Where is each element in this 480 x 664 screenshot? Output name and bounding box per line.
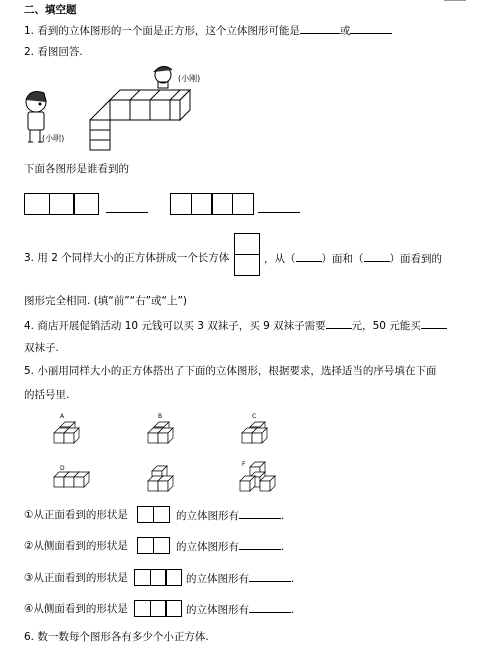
q5-row-3-view <box>134 569 182 586</box>
q5-row-4-tail: 的立体图形有 . <box>186 604 295 616</box>
q5-figures <box>40 410 300 500</box>
figure-c <box>242 413 267 443</box>
question-2: 2. 看图回答. <box>24 46 83 58</box>
boy-top-label: (小刚) <box>178 74 201 83</box>
cube-structure <box>90 90 190 150</box>
answer-blank-4a[interactable] <box>326 318 352 329</box>
view-figure-2 <box>170 193 254 215</box>
answer-blank-5-2[interactable] <box>239 539 281 550</box>
figure-a-label: A <box>60 413 65 420</box>
q3-cuboid-figure <box>234 233 260 276</box>
question-1 <box>24 23 392 38</box>
answer-blank-1b[interactable] <box>350 23 392 34</box>
answer-paren-3a[interactable] <box>296 251 322 262</box>
q5-row-3-prefix: ③从正面看到的形状是 <box>24 572 128 584</box>
figure-d <box>54 465 89 487</box>
q5-row-2-view <box>137 537 170 554</box>
question-5-text-a: 5. 小丽用同样大小的正方体搭出了下面的立体图形，根据要求，选择适当的序号填在下面 <box>24 365 437 377</box>
q5-row-2-tail: 的立体图形有 . <box>176 541 285 553</box>
figure-f-label: F <box>242 461 246 468</box>
answer-blank-2a[interactable] <box>106 212 148 213</box>
figure-b-label: B <box>158 413 163 420</box>
q5-row-4-view <box>134 600 182 617</box>
question-5-text-b: 的括号里. <box>24 389 70 401</box>
q5-row-1-prefix: ①从正面看到的形状是 <box>24 509 128 521</box>
answer-blank-5-3[interactable] <box>249 571 291 582</box>
q5-row-2-prefix: ②从侧面看到的形状是 <box>24 540 128 552</box>
q2-who-text: 下面各图形是谁看到的 <box>24 163 129 175</box>
figure-b <box>148 413 173 443</box>
view-figure-1 <box>24 193 99 215</box>
figure-d-label: D <box>60 465 65 472</box>
section-title: 二、填空题 <box>24 4 77 16</box>
figure-e <box>148 465 173 491</box>
q5-row-1-tail: 的立体图形有 . <box>176 510 285 522</box>
q5-row-4-prefix: ④从侧面看到的形状是 <box>24 603 128 615</box>
answer-blank-5-1[interactable] <box>239 508 281 519</box>
q5-row-3-tail: 的立体图形有 . <box>186 573 295 585</box>
question-4-text-c: 双袜子. <box>24 342 59 354</box>
question-1-or: 或 <box>339 25 351 37</box>
figure-a <box>54 413 79 443</box>
answer-blank-2b[interactable] <box>258 212 300 213</box>
figure-f <box>240 461 275 491</box>
answer-blank-4b[interactable] <box>421 318 447 329</box>
question-1-text: 1. 看到的立体图形的一个面是正方形，这个立体图形可能是 <box>24 25 300 37</box>
boy-left-label: (小明) <box>42 134 65 143</box>
answer-blank-1a[interactable] <box>300 23 340 34</box>
answer-blank-5-4[interactable] <box>249 602 291 613</box>
top-rule <box>444 0 466 1</box>
q5-row-1-view <box>137 506 170 523</box>
question-4-line: 4. 商店开展促销活动 10 元钱可以买 3 双袜子，买 9 双袜子需要 元，50 元能买 <box>24 318 447 333</box>
question-3-line: ，从（ ）面和（ ）面看到的 <box>264 253 442 265</box>
question-6-text: 6. 数一数每个图形各有多少个小正方体. <box>24 631 209 643</box>
answer-paren-3b[interactable] <box>364 251 390 262</box>
question-3-text-a: 3. 用 2 个同样大小的正方体拼成一个长方体 <box>24 252 230 264</box>
boy-top-figure <box>154 66 172 88</box>
figure-c-label: C <box>252 413 257 420</box>
question-3-text-e: 图形完全相同. (填“前”“右”或“上”) <box>24 295 188 307</box>
